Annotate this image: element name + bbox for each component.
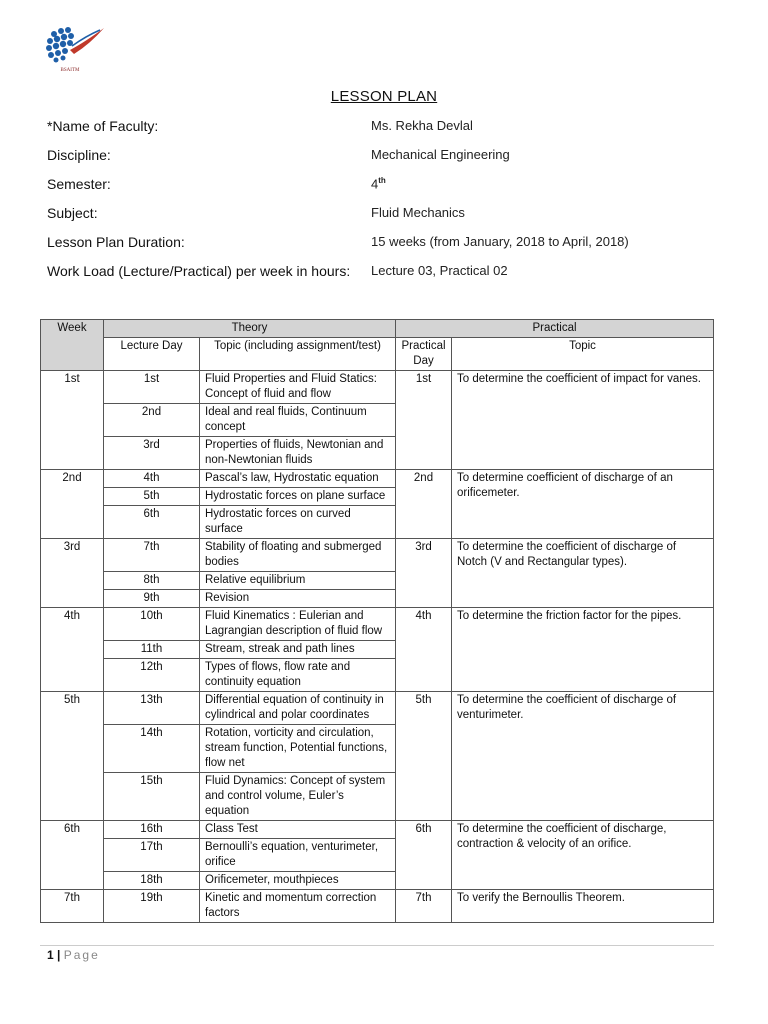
meta-value xyxy=(371,234,629,249)
meta-value-text: 4 xyxy=(371,176,379,192)
practical-day-cell: 1st xyxy=(396,371,452,470)
meta-value-superscript: th xyxy=(378,176,386,185)
lecture-topic-cell: Kinetic and momentum correction factors xyxy=(200,890,396,923)
practical-day-cell: 5th xyxy=(396,692,452,821)
meta-value xyxy=(371,118,473,133)
lecture-day-cell: 18th xyxy=(104,872,200,890)
meta-label: Semester: xyxy=(47,176,111,192)
meta-value xyxy=(371,176,386,191)
meta-label: Lesson Plan Duration: xyxy=(47,234,185,250)
meta-row xyxy=(47,176,727,205)
meta-row xyxy=(47,118,727,147)
table-row xyxy=(41,821,714,839)
page-number: 1 xyxy=(47,948,54,962)
header-practical: Practical xyxy=(396,320,714,338)
week-cell: 4th xyxy=(41,608,104,692)
lecture-day-cell: 11th xyxy=(104,641,200,659)
lecture-day-cell: 17th xyxy=(104,839,200,872)
lecture-day-cell: 7th xyxy=(104,539,200,572)
practical-topic-cell: To determine the coefficient of discharge of Notch (V and Rectangular types). xyxy=(452,539,714,608)
table-row xyxy=(41,692,714,725)
lecture-topic-cell: Bernoulli’s equation, venturimeter, orifice xyxy=(200,839,396,872)
lecture-day-cell: 3rd xyxy=(104,437,200,470)
lecture-day-cell: 14th xyxy=(104,725,200,773)
meta-value xyxy=(371,205,465,220)
lecture-topic-cell: Stream, streak and path lines xyxy=(200,641,396,659)
meta-label: Discipline: xyxy=(47,147,111,163)
lecture-topic-cell: Fluid Kinematics : Eulerian and Lagrangian description of fluid flow xyxy=(200,608,396,641)
week-cell: 5th xyxy=(41,692,104,821)
meta-label: Work Load (Lecture/Practical) per week in hours: xyxy=(47,263,351,279)
header-topic: Topic (including assignment/test) xyxy=(200,338,396,371)
meta-value-text: Fluid Mechanics xyxy=(371,205,465,220)
lecture-day-cell: 19th xyxy=(104,890,200,923)
lecture-topic-cell: Rotation, vorticity and circulation, stream function, Potential functions, flow net xyxy=(200,725,396,773)
header-theory: Theory xyxy=(104,320,396,338)
lecture-day-cell: 4th xyxy=(104,470,200,488)
bsaitm-logo xyxy=(40,22,110,92)
table-row xyxy=(41,470,714,488)
meta-value-text: 15 weeks (from January, 2018 to April, 2018) xyxy=(371,234,629,249)
practical-day-cell: 2nd xyxy=(396,470,452,539)
practical-day-cell: 3rd xyxy=(396,539,452,608)
week-cell: 1st xyxy=(41,371,104,470)
lecture-topic-cell: Fluid Dynamics: Concept of system and control volume, Euler’s equation xyxy=(200,773,396,821)
lecture-day-cell: 1st xyxy=(104,371,200,404)
practical-topic-cell: To determine the coefficient of impact for vanes. xyxy=(452,371,714,470)
week-cell: 2nd xyxy=(41,470,104,539)
lecture-topic-cell: Properties of fluids, Newtonian and non-Newtonian fluids xyxy=(200,437,396,470)
practical-topic-cell: To determine the coefficient of discharge, contraction & velocity of an orifice. xyxy=(452,821,714,890)
practical-topic-cell: To verify the Bernoullis Theorem. xyxy=(452,890,714,923)
lecture-day-cell: 5th xyxy=(104,488,200,506)
lecture-topic-cell: Differential equation of continuity in cylindrical and polar coordinates xyxy=(200,692,396,725)
lecture-topic-cell: Fluid Properties and Fluid Statics: Concept of fluid and flow xyxy=(200,371,396,404)
lecture-day-cell: 16th xyxy=(104,821,200,839)
lecture-topic-cell: Hydrostatic forces on plane surface xyxy=(200,488,396,506)
lecture-topic-cell: Stability of floating and submerged bodies xyxy=(200,539,396,572)
meta-label: *Name of Faculty: xyxy=(47,118,159,134)
table-row xyxy=(41,371,714,404)
meta-value xyxy=(371,263,508,278)
page-title: LESSON PLAN xyxy=(330,88,438,105)
header-week: Week xyxy=(41,320,104,371)
meta-value-text: Ms. Rekha Devlal xyxy=(371,118,473,133)
practical-topic-cell: To determine the coefficient of discharge of venturimeter. xyxy=(452,692,714,821)
lecture-day-cell: 9th xyxy=(104,590,200,608)
table-row xyxy=(41,608,714,641)
practical-day-cell: 4th xyxy=(396,608,452,692)
lecture-day-cell: 15th xyxy=(104,773,200,821)
lesson-meta xyxy=(47,118,727,292)
lecture-day-cell: 6th xyxy=(104,506,200,539)
lecture-day-cell: 2nd xyxy=(104,404,200,437)
meta-value-text: Mechanical Engineering xyxy=(371,147,510,162)
lecture-topic-cell: Orificemeter, mouthpieces xyxy=(200,872,396,890)
lecture-day-cell: 12th xyxy=(104,659,200,692)
page-label: Page xyxy=(63,948,100,962)
lecture-day-cell: 10th xyxy=(104,608,200,641)
page-footer xyxy=(47,948,100,962)
header-practical-topic: Topic xyxy=(452,338,714,371)
week-cell: 7th xyxy=(41,890,104,923)
lecture-topic-cell: Revision xyxy=(200,590,396,608)
practical-day-cell: 7th xyxy=(396,890,452,923)
header-practical-day: Practical Day xyxy=(396,338,452,371)
meta-row xyxy=(47,234,727,263)
lecture-topic-cell: Relative equilibrium xyxy=(200,572,396,590)
practical-day-cell: 6th xyxy=(396,821,452,890)
lecture-topic-cell: Pascal’s law, Hydrostatic equation xyxy=(200,470,396,488)
lecture-topic-cell: Ideal and real fluids, Continuum concept xyxy=(200,404,396,437)
meta-row xyxy=(47,147,727,176)
meta-value xyxy=(371,147,510,162)
lecture-day-cell: 8th xyxy=(104,572,200,590)
table-row xyxy=(41,890,714,923)
lecture-topic-cell: Hydrostatic forces on curved surface xyxy=(200,506,396,539)
lecture-topic-cell: Class Test xyxy=(200,821,396,839)
footer-separator: | xyxy=(57,948,61,962)
table-row xyxy=(41,539,714,572)
meta-row xyxy=(47,263,727,292)
practical-topic-cell: To determine the friction factor for the pipes. xyxy=(452,608,714,692)
footer-rule xyxy=(40,945,714,946)
lecture-topic-cell: Types of flows, flow rate and continuity equation xyxy=(200,659,396,692)
week-cell: 6th xyxy=(41,821,104,890)
header-lecture-day: Lecture Day xyxy=(104,338,200,371)
meta-label: Subject: xyxy=(47,205,98,221)
meta-value-text: Lecture 03, Practical 02 xyxy=(371,263,508,278)
lesson-plan-table xyxy=(40,319,714,923)
week-cell: 3rd xyxy=(41,539,104,608)
practical-topic-cell: To determine coefficient of discharge of an orificemeter. xyxy=(452,470,714,539)
meta-row xyxy=(47,205,727,234)
lecture-day-cell: 13th xyxy=(104,692,200,725)
logo-wordmark: BSAITM xyxy=(60,68,80,73)
